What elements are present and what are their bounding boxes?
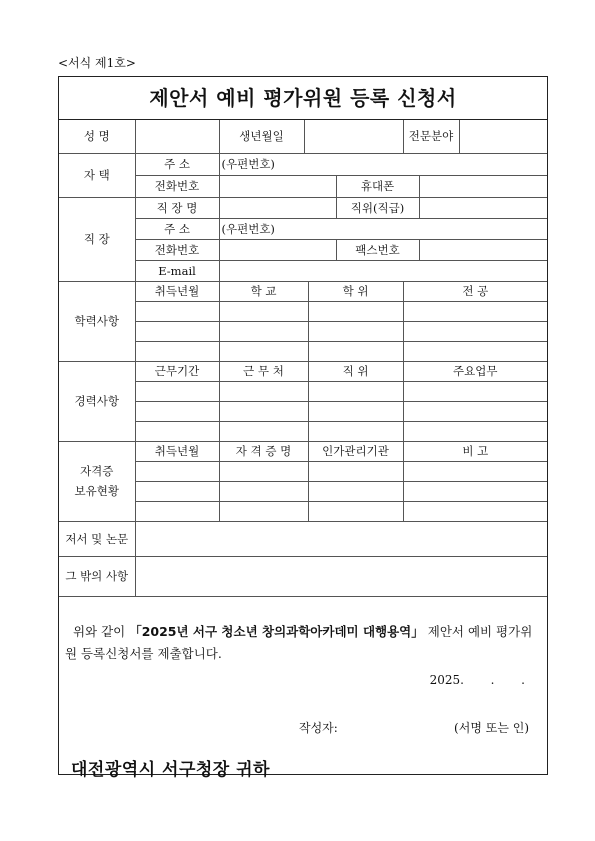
education-cell[interactable] xyxy=(135,301,219,321)
work-fax-label: 팩스번호 xyxy=(336,239,419,260)
education-cell[interactable] xyxy=(135,341,219,361)
position-label: 직위(직급) xyxy=(336,197,419,218)
field-label: 전문분야 xyxy=(403,120,459,153)
education-cell[interactable] xyxy=(219,341,308,361)
certificate-cell[interactable] xyxy=(135,461,219,481)
education-header: 학 교 xyxy=(219,281,308,301)
certificate-cell[interactable] xyxy=(403,481,547,501)
education-cell[interactable] xyxy=(403,321,547,341)
education-label: 학력사항 xyxy=(59,281,135,361)
certificate-cell[interactable] xyxy=(403,461,547,481)
education-cell[interactable] xyxy=(308,341,403,361)
career-cell[interactable] xyxy=(219,381,308,401)
certificate-label-line1: 자격증 xyxy=(80,464,114,478)
career-cell[interactable] xyxy=(135,401,219,421)
education-header: 전 공 xyxy=(403,281,547,301)
education-cell[interactable] xyxy=(135,321,219,341)
certificate-cell[interactable] xyxy=(403,501,547,521)
position-input[interactable] xyxy=(419,197,547,218)
application-form xyxy=(58,76,548,780)
form-title: 제안서 예비 평가위원 등록 신청서 xyxy=(59,77,547,120)
career-cell[interactable] xyxy=(219,421,308,441)
education-cell[interactable] xyxy=(308,321,403,341)
publications-input[interactable] xyxy=(135,521,547,556)
certificate-cell[interactable] xyxy=(135,481,219,501)
certificate-cell[interactable] xyxy=(308,481,403,501)
work-phone-input[interactable] xyxy=(219,239,336,260)
workplace-label: 직 장 명 xyxy=(135,197,219,218)
career-cell[interactable] xyxy=(135,381,219,401)
publications-label: 저서 및 논문 xyxy=(59,521,135,556)
declaration-prefix: 위와 같이 xyxy=(72,624,130,639)
work-label: 직 장 xyxy=(59,197,135,281)
career-cell[interactable] xyxy=(403,381,547,401)
career-header: 주요업무 xyxy=(403,361,547,381)
education-cell[interactable] xyxy=(403,341,547,361)
certificate-header: 비 고 xyxy=(403,441,547,461)
work-phone-label: 전화번호 xyxy=(135,239,219,260)
certificate-cell[interactable] xyxy=(219,481,308,501)
career-cell[interactable] xyxy=(403,421,547,441)
education-header: 학 위 xyxy=(308,281,403,301)
certificate-cell[interactable] xyxy=(308,461,403,481)
career-header: 직 위 xyxy=(308,361,403,381)
work-address-label: 주 소 xyxy=(135,218,219,239)
name-label: 성 명 xyxy=(59,120,135,153)
project-name: 「2025년 서구 청소년 창의과학아카데미 대행용역」 xyxy=(129,624,424,639)
form-table xyxy=(59,120,547,597)
certificate-cell[interactable] xyxy=(219,461,308,481)
field-input[interactable] xyxy=(459,120,547,153)
certificate-cell[interactable] xyxy=(308,501,403,521)
home-mobile-label: 휴대폰 xyxy=(336,175,419,197)
career-header: 근 무 처 xyxy=(219,361,308,381)
signer-label: 작성자: xyxy=(299,721,338,735)
form-number: <서식 제1호> xyxy=(58,56,136,70)
birth-label: 생년월일 xyxy=(219,120,304,153)
work-fax-input[interactable] xyxy=(419,239,547,260)
career-cell[interactable] xyxy=(403,401,547,421)
education-cell[interactable] xyxy=(219,321,308,341)
education-cell[interactable] xyxy=(308,301,403,321)
certificate-header: 취득년월 xyxy=(135,441,219,461)
certificate-cell[interactable] xyxy=(219,501,308,521)
career-cell[interactable] xyxy=(308,381,403,401)
home-phone-input[interactable] xyxy=(219,175,336,197)
education-cell[interactable] xyxy=(219,301,308,321)
education-cell[interactable] xyxy=(403,301,547,321)
certificate-label xyxy=(59,441,135,521)
declaration-section xyxy=(59,611,547,780)
certificate-label-line2: 보유현황 xyxy=(74,484,119,498)
other-input[interactable] xyxy=(135,556,547,596)
certificate-header: 인가관리기관 xyxy=(308,441,403,461)
education-header: 취득년월 xyxy=(135,281,219,301)
declaration-text xyxy=(65,621,541,665)
career-header: 근무기간 xyxy=(135,361,219,381)
career-label: 경력사항 xyxy=(59,361,135,441)
home-phone-label: 전화번호 xyxy=(135,175,219,197)
career-cell[interactable] xyxy=(308,421,403,441)
other-label: 그 밖의 사항 xyxy=(59,556,135,596)
home-label: 자 택 xyxy=(59,153,135,197)
recipient-line: 대전광역시 서구청장 귀하 xyxy=(71,760,270,780)
signature-or-seal[interactable]: (서명 또는 인) xyxy=(454,721,529,735)
career-cell[interactable] xyxy=(219,401,308,421)
work-address-input[interactable]: (우편번호) xyxy=(219,218,547,239)
home-address-input[interactable]: (우편번호) xyxy=(219,153,547,175)
declaration-suffix: 제안서 예비 평가위원 등록신청서를 제출합니다. xyxy=(65,624,533,661)
email-input[interactable] xyxy=(219,260,547,281)
certificate-header: 자 격 증 명 xyxy=(219,441,308,461)
workplace-input[interactable] xyxy=(219,197,336,218)
birth-input[interactable] xyxy=(304,120,403,153)
home-mobile-input[interactable] xyxy=(419,175,547,197)
email-label: E-mail xyxy=(135,260,219,281)
career-cell[interactable] xyxy=(135,421,219,441)
career-cell[interactable] xyxy=(308,401,403,421)
date-line[interactable]: 2025. . . xyxy=(429,673,525,687)
certificate-cell[interactable] xyxy=(135,501,219,521)
name-input[interactable] xyxy=(135,120,219,153)
home-address-label: 주 소 xyxy=(135,153,219,175)
